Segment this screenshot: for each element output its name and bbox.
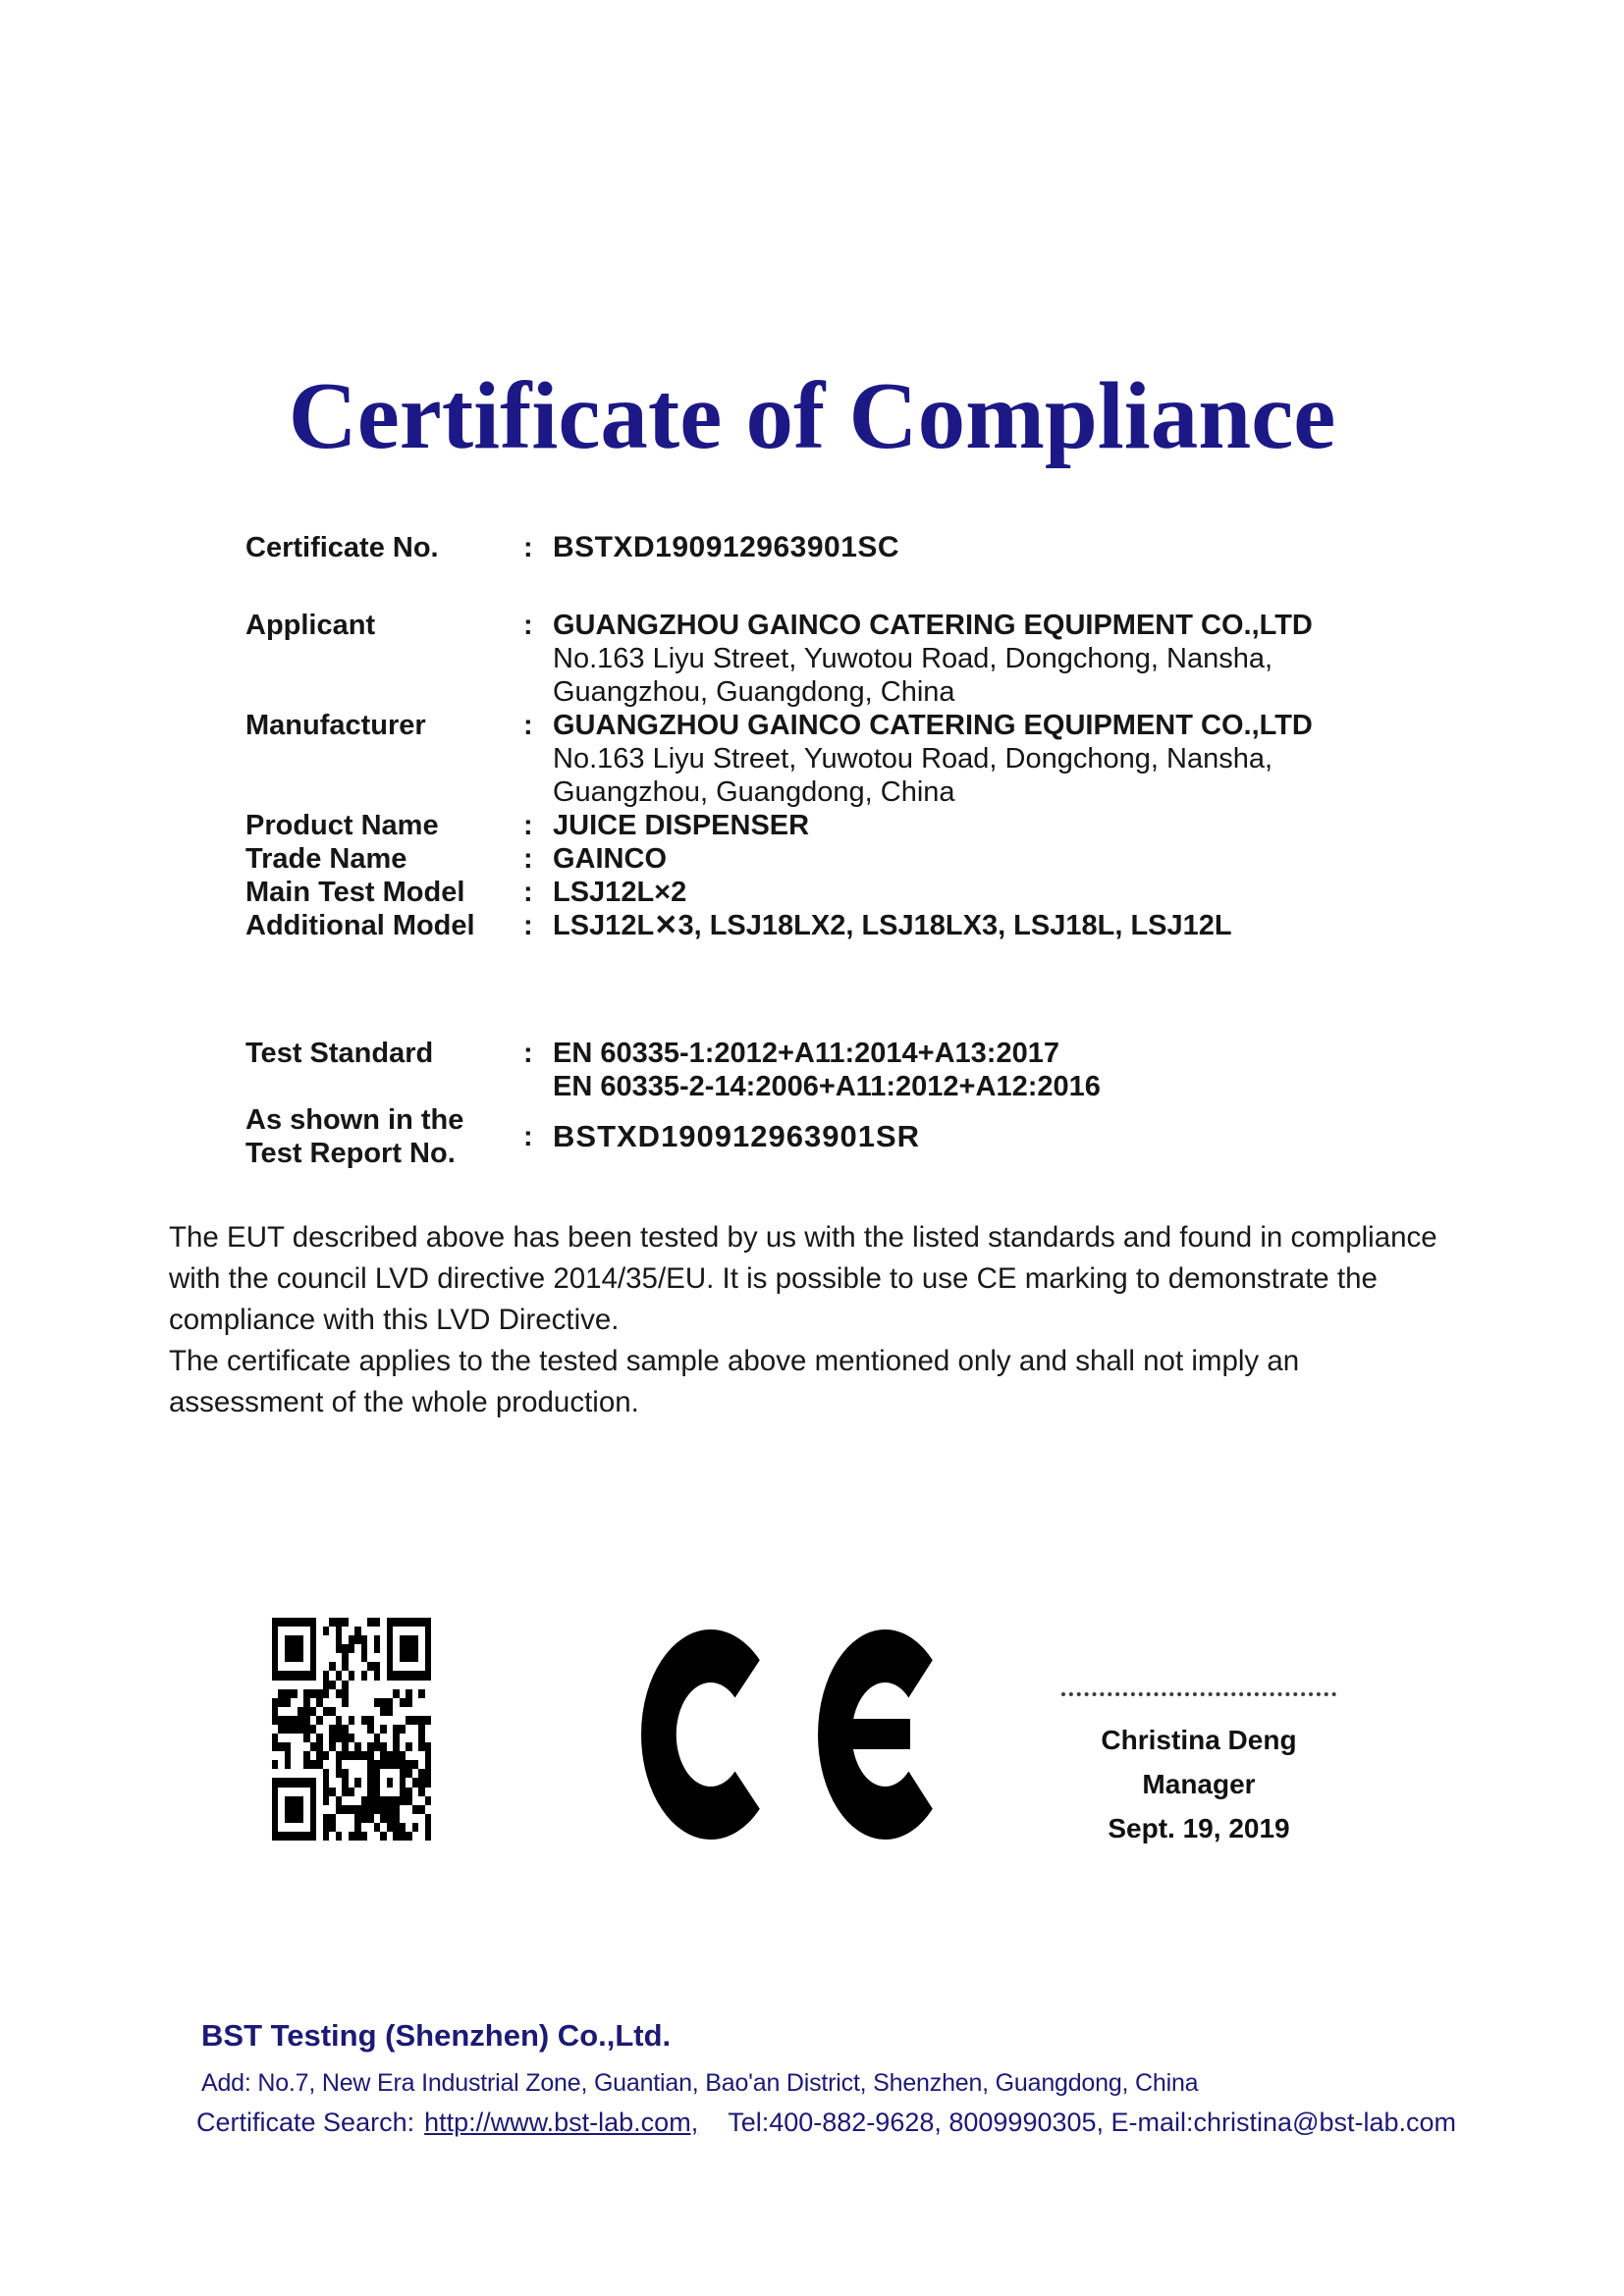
field-row-certificate-no [245,531,1419,564]
product-name-label: Product Name [245,810,439,841]
applicant-company: GUANGZHOU GAINCO CATERING EQUIPMENT CO.,LTD [553,610,1313,641]
ce-mark-c-icon [641,1629,760,1840]
declaration-paragraph-1: The EUT described above has been tested by us with the listed standards and found in compliance with the council LVD directive 2014/35/EU. It is possible to use CE marking to demonstrate the compliance with this LVD Directive. [169,1221,1437,1336]
field-row-product-name [245,809,1419,842]
test-report-value: BSTXD190912963901SR [553,1119,921,1153]
certificate-search-link[interactable]: http://www.bst-lab.com, [424,2108,699,2137]
field-row-applicant [245,609,1419,709]
applicant-address-1: No.163 Liyu Street, Yuwotou Road, Dongchong, Nansha, [553,643,1273,674]
declaration-text [169,1217,1447,1423]
test-standard-label: Test Standard [245,1038,434,1069]
manufacturer-company: GUANGZHOU GAINCO CATERING EQUIPMENT CO.,LTD [553,710,1313,741]
test-standard-line-2: EN 60335-2-14:2006+A11:2012+A12:2016 [553,1071,1101,1102]
test-report-label [245,1103,523,1170]
contact-info: Tel:400-882-9628, 8009990305, E-mail:christina@bst-lab.com [728,2108,1457,2137]
certificate-no-value: BSTXD190912963901SC [553,531,900,563]
manufacturer-label: Manufacturer [245,710,426,741]
test-report-label-line-1: As shown in the [245,1104,464,1136]
certificate-no-label: Certificate No. [245,532,439,563]
test-report-label-line-2: Test Report No. [245,1138,456,1169]
product-name-value: JUICE DISPENSER [553,810,810,841]
additional-model-label: Additional Model [245,910,475,941]
qr-code-icon [272,1618,431,1841]
signature-block [1026,1681,1372,1850]
main-test-model-value: LSJ12L×2 [553,877,687,908]
manufacturer-address-2: Guangzhou, Guangdong, China [553,776,955,808]
field-row-main-test-model [245,876,1419,909]
certificate-fields [245,531,1419,1170]
trade-name-value: GAINCO [553,843,667,875]
colon-separator: : [523,810,533,841]
certificate-search-label: Certificate Search: [196,2108,415,2137]
issuer-address: Add: No.7, New Era Industrial Zone, Guantian, Bao'an District, Shenzhen, Guangdong, China [201,2069,1199,2097]
issuer-company-name: BST Testing (Shenzhen) Co.,Ltd. [201,2018,672,2053]
applicant-address-2: Guangzhou, Guangdong, China [553,676,955,708]
colon-separator: : [523,877,533,908]
declaration-paragraph-2: The certificate applies to the tested sample above mentioned only and shall not imply an assessment of the whole production. [169,1345,1300,1418]
test-standard-value [553,1037,1419,1103]
signer-role: Manager [1142,1769,1256,1799]
field-row-additional-model [245,909,1419,942]
trade-name-label: Trade Name [245,843,407,875]
manufacturer-address-1: No.163 Liyu Street, Yuwotou Road, Dongchong, Nansha, [553,743,1273,774]
field-row-trade-name [245,842,1419,876]
colon-separator: : [523,1121,533,1152]
colon-separator: : [523,843,533,875]
applicant-value [553,609,1419,709]
signer-name: Christina Deng [1101,1725,1297,1755]
signature-date: Sept. 19, 2019 [1108,1813,1290,1843]
colon-separator: : [523,1038,533,1069]
signature-dotted-line [1061,1692,1336,1696]
additional-model-value: LSJ12L✕3, LSJ18LX2, LSJ18LX3, LSJ18L, LSJ12L [553,910,1232,941]
field-row-test-standard [245,1037,1419,1103]
test-standard-line-1: EN 60335-1:2012+A11:2014+A13:2017 [553,1038,1059,1069]
certificate-title: Certificate of Compliance [288,363,1336,468]
main-test-model-label: Main Test Model [245,877,465,908]
colon-separator: : [523,910,533,941]
field-row-test-report [245,1103,1419,1170]
footer-contact-line [196,2108,1456,2138]
applicant-label: Applicant [245,610,376,641]
colon-separator: : [523,610,533,641]
field-row-manufacturer [245,709,1419,809]
ce-mark-e-icon [818,1629,933,1840]
manufacturer-value [553,709,1419,809]
colon-separator: : [523,710,533,741]
colon-separator: : [523,532,533,563]
